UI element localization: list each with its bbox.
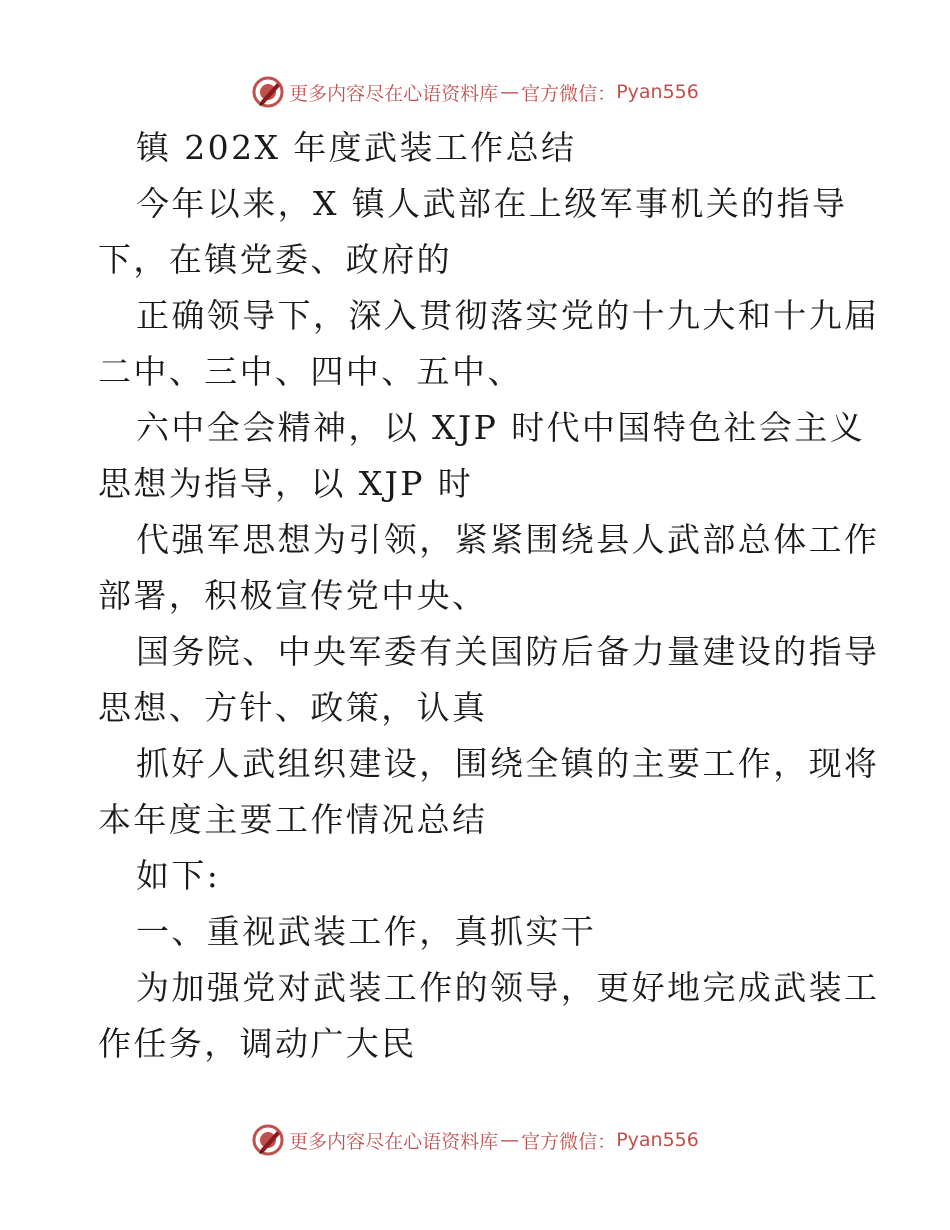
watermark-label: 官方微信： (521, 1130, 617, 1153)
text-line: 今年以来，X 镇人武部在上级军事机关的指导 (136, 184, 848, 223)
watermark-dash: — (500, 81, 520, 103)
text-line: 抓好人武组织建设，围绕全镇的主要工作，现将 (136, 744, 880, 783)
watermark-text: 更多内容尽在心语资料库 (289, 1130, 499, 1153)
header-watermark (0, 72, 950, 112)
watermark-text: 更多内容尽在心语资料库 (289, 82, 499, 105)
text-line: 二中、三中、四中、五中、 (98, 352, 523, 391)
text-line: 下，在镇党委、政府的 (98, 240, 452, 279)
footer-watermark (0, 1120, 950, 1160)
text-line: 思想为指导，以 XJP 时 (98, 464, 474, 503)
document-body (98, 120, 880, 1072)
text-line: 镇 202X 年度武装工作总结 (136, 128, 577, 167)
text-line: 六中全会精神，以 XJP 时代中国特色社会主义 (136, 408, 866, 447)
text-line: 本年度主要工作情况总结 (98, 800, 488, 839)
text-line: 国务院、中央军委有关国防后备力量建设的指导 (136, 632, 880, 671)
text-line: 为加强党对武装工作的领导，更好地完成武装工 (136, 968, 880, 1007)
text-line: 代强军思想为引领，紧紧围绕县人武部总体工作 (136, 520, 880, 559)
pen-seal-icon (251, 1123, 285, 1157)
text-line: 一、重视武装工作，真抓实干 (136, 912, 597, 951)
watermark-dash: — (500, 1129, 520, 1151)
pen-seal-icon (251, 75, 285, 109)
text-line: 如下: (136, 856, 221, 895)
text-line: 思想、方针、政策，认真 (98, 688, 488, 727)
watermark-wechat-id: Pyan556 (616, 81, 699, 103)
text-line: 部署，积极宣传党中央、 (98, 576, 488, 615)
watermark-label: 官方微信： (521, 82, 617, 105)
text-line: 作任务，调动广大民 (98, 1024, 417, 1063)
watermark-wechat-id: Pyan556 (616, 1129, 699, 1151)
text-line: 正确领导下，深入贯彻落实党的十九大和十九届 (136, 296, 880, 335)
